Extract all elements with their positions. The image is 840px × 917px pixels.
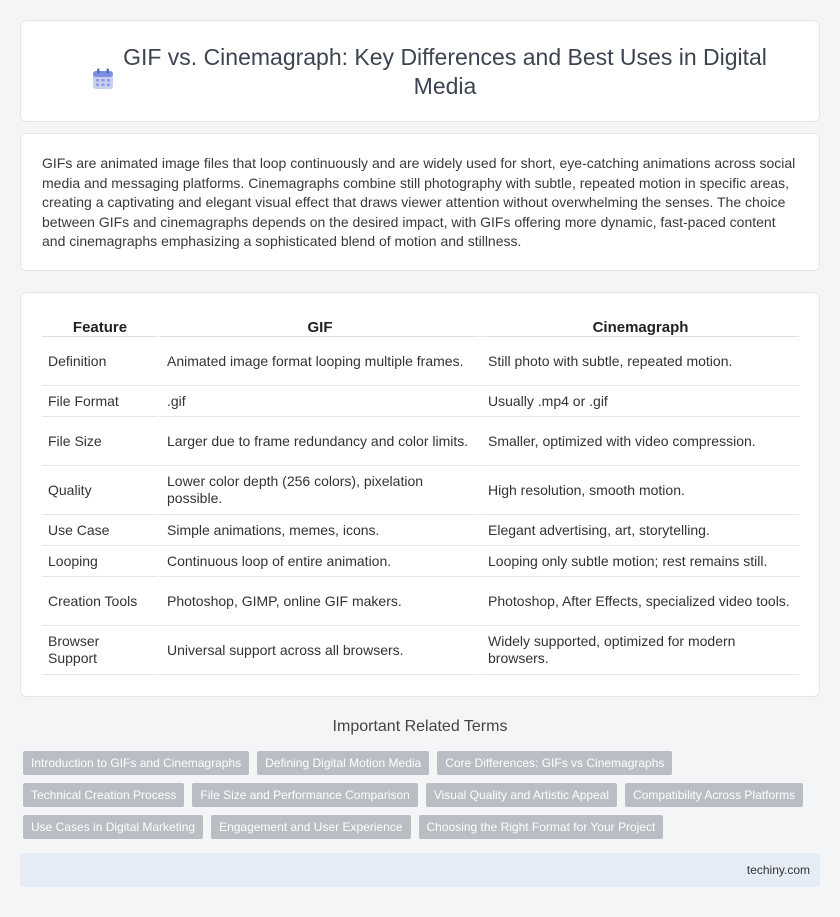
gif-cell: Continuous loop of entire animation. bbox=[158, 546, 479, 577]
feature-cell: Use Case bbox=[42, 515, 158, 546]
feature-cell: Browser Support bbox=[42, 626, 158, 675]
table-row bbox=[42, 386, 799, 417]
table-row bbox=[42, 417, 799, 466]
cinemagraph-cell: Smaller, optimized with video compression. bbox=[479, 417, 799, 466]
related-terms-list bbox=[23, 751, 823, 847]
intro-paragraph: GIFs are animated image files that loop continuously and are widely used for short, eye-catching animations across social media and messaging platforms. Cinemagraphs combine still photography with subtle, repeated motion in specific areas, creating a captivating and elegant visual effect that draws viewer attention without overwhelming the senses. The choice between GIFs and cinemagraphs depends on the desired impact, with GIFs offering more dynamic, fast-paced content and cinemagraphs emphasizing a sophisticated blend of motion and stillness. bbox=[42, 155, 796, 250]
title-card bbox=[20, 20, 820, 122]
cinemagraph-cell: Looping only subtle motion; rest remains still. bbox=[479, 546, 799, 577]
related-term-tag[interactable]: Choosing the Right Format for Your Project bbox=[419, 815, 664, 839]
intro-card bbox=[20, 133, 820, 271]
feature-cell: Quality bbox=[42, 466, 158, 515]
gif-cell: Lower color depth (256 colors), pixelation possible. bbox=[158, 466, 479, 515]
cinemagraph-cell: Usually .mp4 or .gif bbox=[479, 386, 799, 417]
cinemagraph-cell: Widely supported, optimized for modern browsers. bbox=[479, 626, 799, 675]
table-row bbox=[42, 337, 799, 386]
gif-cell: Animated image format looping multiple frames. bbox=[158, 337, 479, 386]
page-title: GIF vs. Cinemagraph: Key Differences and Best Uses in Digital Media bbox=[123, 44, 767, 99]
gif-cell: .gif bbox=[158, 386, 479, 417]
feature-cell: Creation Tools bbox=[42, 577, 158, 626]
table-row bbox=[42, 466, 799, 515]
gif-cell: Larger due to frame redundancy and color limits. bbox=[158, 417, 479, 466]
table-header-row bbox=[42, 315, 799, 337]
table-row bbox=[42, 515, 799, 546]
footer-site-link[interactable]: techiny.com bbox=[746, 863, 810, 877]
feature-cell: Definition bbox=[42, 337, 158, 386]
gif-cell: Simple animations, memes, icons. bbox=[158, 515, 479, 546]
related-term-tag[interactable]: Use Cases in Digital Marketing bbox=[23, 815, 203, 839]
footer bbox=[20, 853, 820, 887]
related-terms-heading: Important Related Terms bbox=[332, 718, 508, 735]
table-row bbox=[42, 546, 799, 577]
header-cinemagraph: Cinemagraph bbox=[479, 315, 799, 337]
related-term-tag[interactable]: Introduction to GIFs and Cinemagraphs bbox=[23, 751, 249, 775]
cinemagraph-cell: Still photo with subtle, repeated motion. bbox=[479, 337, 799, 386]
related-term-tag[interactable]: Visual Quality and Artistic Appeal bbox=[426, 783, 617, 807]
cinemagraph-cell: Elegant advertising, art, storytelling. bbox=[479, 515, 799, 546]
header-gif: GIF bbox=[158, 315, 479, 337]
table-row bbox=[42, 577, 799, 626]
related-term-tag[interactable]: Engagement and User Experience bbox=[211, 815, 410, 839]
related-term-tag[interactable]: Technical Creation Process bbox=[23, 783, 184, 807]
gif-cell: Universal support across all browsers. bbox=[158, 626, 479, 675]
feature-cell: File Size bbox=[42, 417, 158, 466]
cinemagraph-cell: High resolution, smooth motion. bbox=[479, 466, 799, 515]
related-term-tag[interactable]: Compatibility Across Platforms bbox=[625, 783, 803, 807]
comparison-table-card bbox=[20, 292, 820, 697]
comparison-table bbox=[42, 315, 799, 675]
feature-cell: File Format bbox=[42, 386, 158, 417]
gif-cell: Photoshop, GIMP, online GIF makers. bbox=[158, 577, 479, 626]
related-term-tag[interactable]: Core Differences: GIFs vs Cinemagraphs bbox=[437, 751, 672, 775]
cinemagraph-cell: Photoshop, After Effects, specialized video tools. bbox=[479, 577, 799, 626]
related-term-tag[interactable]: Defining Digital Motion Media bbox=[257, 751, 429, 775]
header-feature: Feature bbox=[42, 315, 158, 337]
table-row bbox=[42, 626, 799, 675]
feature-cell: Looping bbox=[42, 546, 158, 577]
related-term-tag[interactable]: File Size and Performance Comparison bbox=[192, 783, 417, 807]
